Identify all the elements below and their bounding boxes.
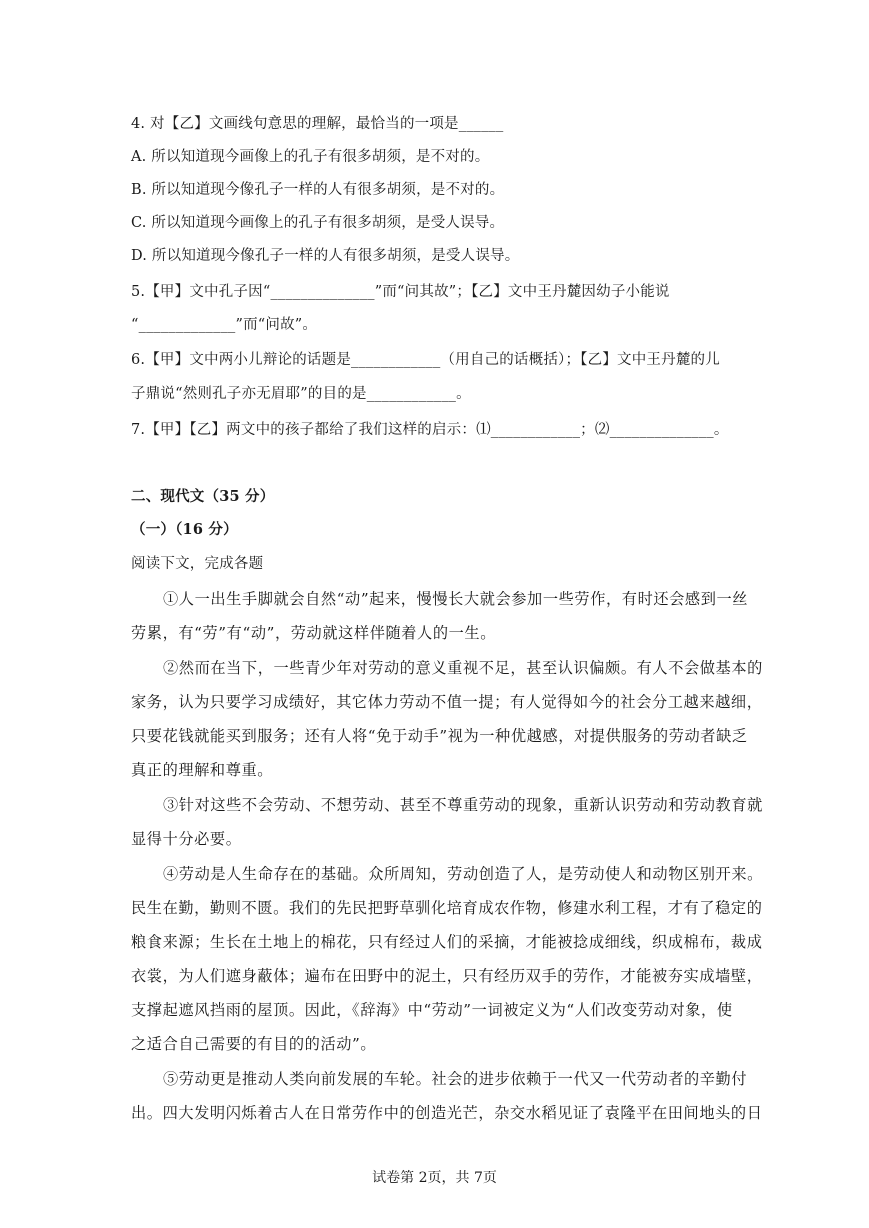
question-4-stem: 4. 对【乙】文画线句意思的理解，最恰当的一项是______ [131, 116, 504, 132]
question-4-option-b: B. 所以知道现今像孔子一样的人有很多胡须，是不对的。 [131, 182, 505, 198]
question-6-line-1: 6.【甲】文中两小儿辩论的话题是____________（用自己的话概括）；【乙】文中王丹麓的儿 [131, 352, 720, 368]
article-p5-line-1: ⑤劳动更是推动人类向前发展的车轮。社会的进步依赖于一代又一代劳动者的辛勤付 [163, 1070, 748, 1088]
question-4-option-d: D. 所以知道现今像孔子一样的人有很多胡须，是受人误导。 [131, 248, 520, 264]
article-p2-line-2: 家务，认为只要学习成绩好，其它体力劳动不值一提；有人觉得如今的社会分工越来越细， [131, 693, 763, 711]
article-p2-line-4: 真正的理解和尊重。 [131, 761, 274, 779]
section-2-part-1: （一）（16 分） [131, 521, 238, 538]
section-2-instruction: 阅读下文，完成各题 [131, 556, 264, 572]
question-6-line-2: 子鼎说“然则孔子亦无眉耶”的目的是____________。 [131, 386, 471, 402]
article-p3-line-1: ③针对这些不会劳动、不想劳动、甚至不尊重劳动的现象，重新认识劳动和劳动教育就 [163, 796, 763, 814]
section-2-title: 二、现代文（35 分） [131, 488, 275, 505]
question-5-line-1: 5.【甲】文中孔子因“______________”而“问其故”；【乙】文中王丹麓因幼子小能说 [131, 284, 670, 300]
article-p4-line-5: 支撑起遮风挡雨的屋顶。因此，《辞海》中“劳动”一词被定义为“人们改变劳动对象，使 [131, 1001, 733, 1019]
article-p4-line-3: 粮食来源；生长在土地上的棉花，只有经过人们的采摘，才能被捻成细线，织成棉布，裁成 [131, 933, 763, 951]
question-7-line-1: 7.【甲】【乙】两文中的孩子都给了我们这样的启示：⑴____________；⑵______________。 [131, 422, 729, 438]
article-p4-line-2: 民生在勤，勤则不匮。我们的先民把野草驯化培育成农作物，修建水利工程，才有了稳定的 [131, 899, 763, 917]
question-4-option-c: C. 所以知道现今画像上的孔子有很多胡须，是受人误导。 [131, 215, 505, 231]
article-p4-line-4: 衣裳，为人们遮身蔽体；遍布在田野中的泥土，只有经历双手的劳作，才能被夯实成墙壁， [131, 967, 763, 985]
article-p5-line-2: 出。四大发明闪烁着古人在日常劳作中的创造光芒，杂交水稻见证了袁隆平在田间地头的日 [131, 1104, 763, 1122]
article-p1-line-1: ①人一出生手脚就会自然“动”起来，慢慢长大就会参加一些劳作，有时还会感到一丝 [163, 590, 749, 608]
article-p3-line-2: 显得十分必要。 [131, 830, 242, 848]
question-4-option-a: A. 所以知道现今画像上的孔子有很多胡须，是不对的。 [131, 149, 490, 165]
question-5-line-2: “_____________”而“问故”。 [131, 317, 318, 333]
article-p2-line-3: 只要花钱就能买到服务；还有人将“免于动手”视为一种优越感，对提供服务的劳动者缺乏 [131, 727, 748, 745]
article-p2-line-1: ②然而在当下，一些青少年对劳动的意义重视不足，甚至认识偏颇。有人不会做基本的 [163, 659, 763, 677]
page-footer: 试卷第 2页，共 7页 [372, 1170, 497, 1186]
article-p1-line-2: 劳累，有“劳”有“动”，劳动就这样伴随着人的一生。 [131, 624, 496, 642]
article-p4-line-1: ④劳动是人生命存在的基础。众所周知，劳动创造了人，是劳动使人和动物区别开来。 [163, 865, 763, 883]
article-p4-line-6: 之适合自己需要的有目的的活动”。 [131, 1035, 377, 1053]
